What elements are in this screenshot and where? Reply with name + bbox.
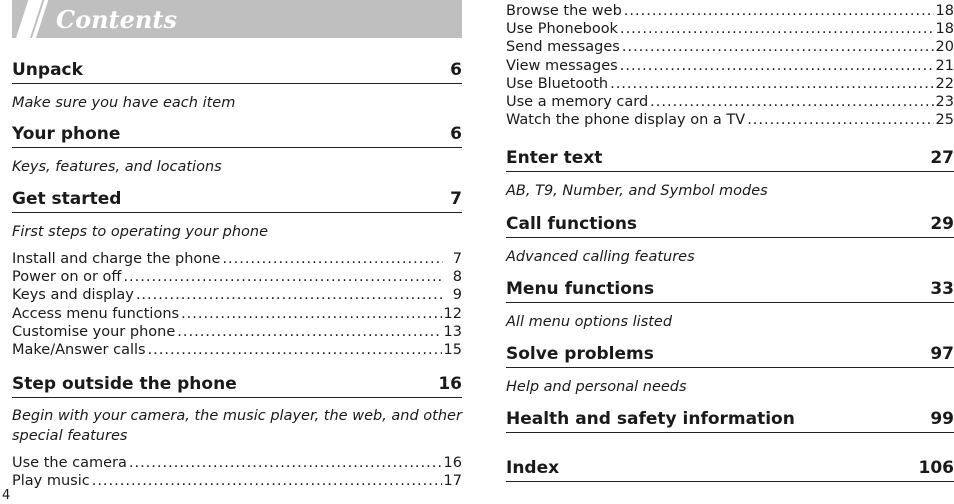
section-description: First steps to operating your phone bbox=[12, 224, 269, 240]
toc-item-page: 25 bbox=[935, 112, 954, 129]
section-page: 97 bbox=[930, 344, 954, 364]
toc-section-unpack bbox=[12, 60, 462, 113]
dot-leader bbox=[181, 305, 441, 323]
section-description: Keys, features, and locations bbox=[12, 159, 222, 175]
dot-leader bbox=[747, 111, 933, 129]
toc-item-label: Use Phonebook bbox=[506, 21, 618, 38]
dot-leader bbox=[610, 75, 933, 93]
toc-item-label: Install and charge the phone bbox=[12, 251, 221, 267]
section-heading[interactable] bbox=[506, 409, 954, 433]
toc-item-list bbox=[12, 250, 462, 359]
section-page: 7 bbox=[450, 189, 462, 209]
section-description: All menu options listed bbox=[506, 314, 673, 330]
section-heading[interactable] bbox=[506, 214, 954, 238]
dot-leader bbox=[650, 93, 933, 111]
section-page: 99 bbox=[930, 409, 954, 429]
section-description: AB, T9, Number, and Symbol modes bbox=[506, 183, 768, 199]
section-page: 16 bbox=[438, 374, 462, 394]
section-heading[interactable] bbox=[506, 458, 954, 482]
dot-leader bbox=[177, 323, 441, 341]
toc-section-step-outside bbox=[12, 374, 462, 490]
toc-item-page: 7 bbox=[452, 251, 462, 267]
dot-leader bbox=[620, 20, 934, 38]
toc-item-label: Access menu functions bbox=[12, 305, 180, 322]
toc-item-label: Watch the phone display on a TV bbox=[506, 112, 746, 129]
toc-item-label: Make/Answer calls bbox=[12, 342, 146, 359]
section-title: Menu functions bbox=[506, 279, 655, 299]
toc-item-page: 17 bbox=[443, 473, 462, 490]
section-description: Begin with your camera, the music player, the web, and other special features bbox=[12, 408, 462, 444]
section-page: 27 bbox=[930, 148, 954, 168]
section-heading[interactable] bbox=[506, 279, 954, 303]
toc-section-call-functions bbox=[506, 214, 954, 267]
toc-item[interactable] bbox=[506, 2, 954, 20]
toc-item-page: 12 bbox=[443, 305, 462, 322]
toc-item[interactable] bbox=[506, 38, 954, 56]
toc-section-menu-functions bbox=[506, 279, 954, 332]
section-title: Call functions bbox=[506, 214, 638, 234]
toc-item-label: Play music bbox=[12, 473, 90, 490]
toc-item-label: Use Bluetooth bbox=[506, 75, 609, 92]
section-description: Help and personal needs bbox=[506, 379, 687, 395]
toc-item[interactable] bbox=[12, 250, 462, 268]
dot-leader bbox=[624, 2, 934, 20]
toc-item-label: Customise your phone bbox=[12, 323, 176, 340]
toc-item-page: 20 bbox=[935, 39, 954, 56]
toc-item-page: 13 bbox=[443, 323, 462, 340]
section-description: Advanced calling features bbox=[506, 249, 695, 265]
toc-item-label: Use the camera bbox=[12, 455, 127, 471]
toc-item-page: 23 bbox=[935, 94, 954, 111]
section-title: Enter text bbox=[506, 148, 603, 168]
toc-item-label: Send messages bbox=[506, 39, 620, 56]
dot-leader bbox=[123, 268, 443, 286]
dot-leader bbox=[222, 250, 443, 268]
section-title: Health and safety information bbox=[506, 409, 795, 429]
page-title: Contents bbox=[56, 5, 177, 34]
dot-leader bbox=[620, 57, 934, 75]
section-title: Solve problems bbox=[506, 344, 654, 364]
toc-item[interactable] bbox=[12, 341, 462, 359]
section-heading[interactable] bbox=[506, 148, 954, 172]
section-heading[interactable] bbox=[12, 374, 462, 398]
toc-item[interactable] bbox=[12, 472, 462, 490]
toc-item-label: Keys and display bbox=[12, 287, 134, 304]
toc-item[interactable] bbox=[12, 268, 462, 286]
section-title: Your phone bbox=[12, 124, 121, 144]
section-page: 106 bbox=[918, 458, 954, 478]
section-heading[interactable] bbox=[12, 60, 462, 84]
toc-item-page: 22 bbox=[935, 75, 954, 92]
section-page: 6 bbox=[450, 60, 462, 80]
section-title: Index bbox=[506, 458, 560, 478]
section-heading[interactable] bbox=[12, 124, 462, 148]
toc-item[interactable] bbox=[12, 323, 462, 341]
toc-item[interactable] bbox=[506, 75, 954, 93]
toc-item-page: 15 bbox=[443, 342, 462, 359]
section-heading[interactable] bbox=[506, 344, 954, 368]
section-title: Unpack bbox=[12, 60, 83, 80]
toc-section-enter-text bbox=[506, 148, 954, 201]
section-page: 33 bbox=[930, 279, 954, 299]
toc-section-index bbox=[506, 458, 954, 482]
toc-item-list bbox=[12, 454, 462, 490]
toc-item-label: View messages bbox=[506, 57, 618, 74]
toc-item[interactable] bbox=[506, 20, 954, 38]
toc-section-solve-problems bbox=[506, 344, 954, 397]
toc-item-page: 21 bbox=[935, 57, 954, 74]
dot-leader bbox=[622, 38, 934, 56]
section-page: 29 bbox=[930, 214, 954, 234]
toc-item-label: Power on or off bbox=[12, 269, 122, 286]
toc-item-page: 18 bbox=[935, 3, 954, 19]
toc-item[interactable] bbox=[506, 93, 954, 111]
toc-section-your-phone bbox=[12, 124, 462, 177]
section-page: 6 bbox=[450, 124, 462, 144]
section-description: Make sure you have each item bbox=[12, 95, 236, 111]
dot-leader bbox=[148, 341, 442, 359]
toc-item[interactable] bbox=[12, 454, 462, 472]
contents-banner bbox=[12, 0, 462, 38]
section-heading[interactable] bbox=[12, 189, 462, 213]
toc-item[interactable] bbox=[12, 305, 462, 323]
dot-leader bbox=[136, 286, 443, 304]
dot-leader bbox=[92, 472, 442, 490]
toc-item-page: 16 bbox=[443, 455, 462, 471]
toc-item-label: Use a memory card bbox=[506, 94, 649, 111]
toc-section-get-started bbox=[12, 189, 462, 359]
section-title: Step outside the phone bbox=[12, 374, 237, 394]
toc-item-page: 18 bbox=[935, 21, 954, 38]
section-title: Get started bbox=[12, 189, 122, 209]
toc-item-label: Browse the web bbox=[506, 3, 622, 19]
toc-item-page: 8 bbox=[452, 269, 462, 286]
page-number: 4 bbox=[2, 488, 11, 503]
toc-item[interactable] bbox=[506, 111, 954, 129]
toc-item[interactable] bbox=[506, 57, 954, 75]
dot-leader bbox=[129, 454, 442, 472]
toc-item-page: 9 bbox=[452, 287, 462, 304]
toc-section-health-safety bbox=[506, 409, 954, 433]
toc-item[interactable] bbox=[12, 286, 462, 304]
toc-item-list bbox=[506, 2, 954, 129]
